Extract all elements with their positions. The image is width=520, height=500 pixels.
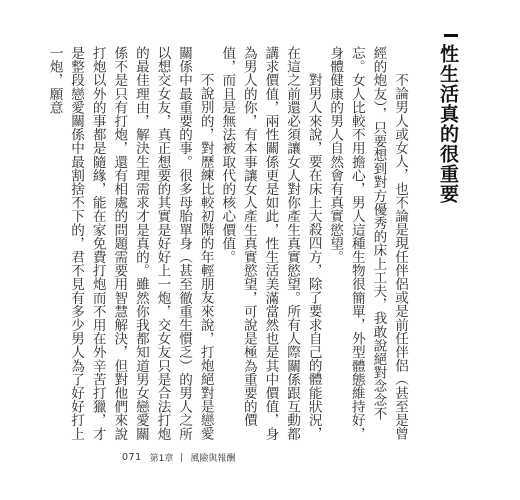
body-text	[43, 46, 410, 444]
heading-marker	[444, 34, 458, 37]
chapter-label: 第1章	[149, 454, 174, 464]
footer-divider	[181, 453, 182, 462]
page-footer	[122, 451, 235, 464]
paragraph: 對男人來說，要在床上大殺四方，除了要求自己的體能狀況，在這之前還必須讓女人對你產生真實慾望。所有人際關係跟互動都講求價值，兩性關係更是如此，性生活美滿當然也是其中價值，身為男人的你，有本事讓女人產生真實慾望，可說是極為重要的價值，而且是無法被取代的核心價值。	[219, 46, 322, 441]
paragraph: 不論男人或女人，也不論是現任伴侶或是前任伴侶（甚至是曾經的炮友），只要想到對方優秀的床上工夫，我敢說絕對念念不忘。女人比較不用擔心，男人這種生物很簡單，外型體態維持好，身體健康的男人自然會有真實慾望。	[327, 46, 408, 441]
page-number: 071	[122, 452, 142, 463]
section-heading: 性生活真的很重要	[437, 44, 459, 204]
paragraph: 不說別的，對歷練比較初階的年輕朋友來說，打炮絕對是戀愛關係中最重要的事。很多母胎單身（甚至徹重生慣乏）的男人之所以想交女友，真正想要的其實是好好上一炮，交女友只是合法打炮的最佳理由，解決生理需求才是真的。雖然你我都知道男女戀愛關係不是只有打炮，還有相處的問題需要用智慧解決，但對他們來說打炮以外的事都是隨緣，能在家免費打炮而不用在外辛苦打獵，才是整段戀愛關係中最割捨不下的，君不見有多少男人為了好好打上一炮，願意	[46, 46, 214, 441]
chapter-title: 風險與報酬	[190, 454, 236, 464]
